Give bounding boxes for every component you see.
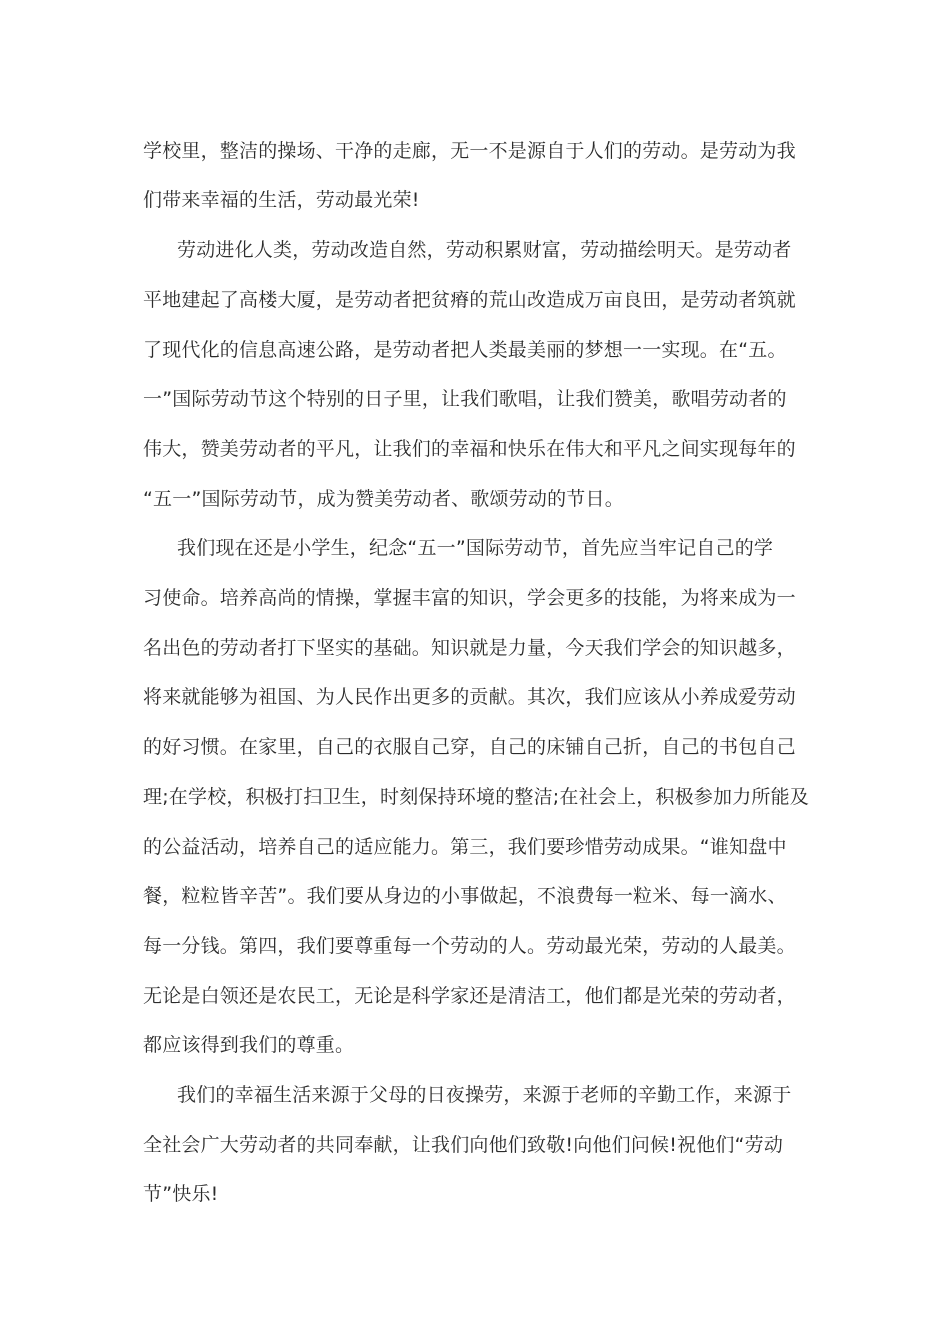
text-line: 无论是白领还是农民工，无论是科学家还是清洁工，他们都是光荣的劳动者， [143, 985, 796, 1007]
text-line: “五一”国际劳动节，成为赞美劳动者、歌颂劳动的节日。 [143, 488, 624, 510]
text-line: 节”快乐! [143, 1183, 219, 1205]
text-line: 都应该得到我们的尊重。 [143, 1034, 355, 1056]
text-line: 全社会广大劳动者的共同奉献，让我们向他们致敬!向他们问候!祝他们“劳动 [143, 1134, 784, 1156]
text-line: 理;在学校，积极打扫卫生，时刻保持环境的整洁;在社会上，积极参加力所能及 [143, 786, 810, 808]
text-line: 习使命。培养高尚的情操，掌握丰富的知识，学会更多的技能，为将来成为一 [143, 587, 796, 609]
text-line: 的好习惯。在家里，自己的衣服自己穿，自己的床铺自己折，自己的书包自己 [143, 736, 796, 758]
text-line: 名出色的劳动者打下坚实的基础。知识就是力量，今天我们学会的知识越多， [143, 637, 796, 659]
text-line: 了现代化的信息高速公路，是劳动者把人类最美丽的梦想一一实现。在“五。 [143, 339, 787, 361]
text-line: 伟大，赞美劳动者的平凡，让我们的幸福和快乐在伟大和平凡之间实现每年的 [143, 438, 796, 460]
paragraph-start-line: 我们的幸福生活来源于父母的日夜操劳，来源于老师的辛勤工作，来源于 [177, 1084, 792, 1106]
text-line: 们带来幸福的生活，劳动最光荣! [143, 189, 420, 211]
text-line: 一”国际劳动节这个特别的日子里，让我们歌唱，让我们赞美，歌唱劳动者的 [143, 388, 787, 410]
text-line: 餐，粒粒皆辛苦”。我们要从身边的小事做起，不浪费每一粒米、每一滴水、 [143, 885, 787, 907]
text-line: 将来就能够为祖国、为人民作出更多的贡献。其次，我们应该从小养成爱劳动 [143, 686, 796, 708]
paragraph-start-line: 我们现在还是小学生，纪念“五一”国际劳动节，首先应当牢记自己的学 [177, 537, 774, 559]
text-line: 每一分钱。第四，我们要尊重每一个劳动的人。劳动最光荣，劳动的人最美。 [143, 935, 796, 957]
text-line: 的公益活动，培养自己的适应能力。第三，我们要珍惜劳动成果。“谁知盘中 [143, 836, 787, 858]
paragraph-start-line: 劳动进化人类，劳动改造自然，劳动积累财富，劳动描绘明天。是劳动者 [177, 239, 792, 261]
text-line: 平地建起了高楼大厦，是劳动者把贫瘠的荒山改造成万亩良田，是劳动者筑就 [143, 289, 796, 311]
text-line: 学校里，整洁的操场、干净的走廊，无一不是源自于人们的劳动。是劳动为我 [143, 140, 796, 162]
